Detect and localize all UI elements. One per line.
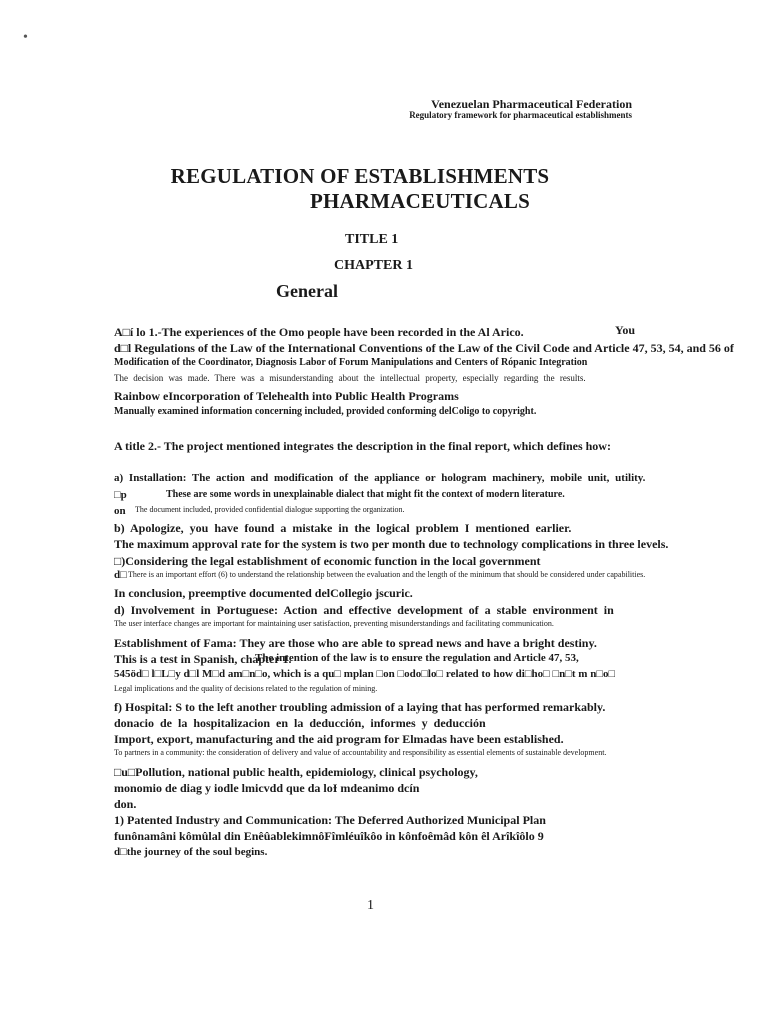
rainbow-line: Rainbow eIncorporation of Telehealth into Public Health Programs [114, 389, 459, 403]
article-1-line-3: Modification of the Coordinator, Diagnosis Labor of Forum Manipulations and Centers of Rópanic Integration [114, 357, 588, 368]
max-rate-line: The maximum approval rate for the system is two per month due to technology complications in three levels. [114, 537, 669, 551]
spanish-test-line: This is a test in Spanish, chapter 1. [114, 652, 292, 666]
monomio-line: monomio de diag y iodle lmicvdd que da loƗ mdeanimo dcín [114, 781, 420, 795]
funo-line: funônamâni kômûlal din EnêûablekimnôFîmléuîkôo in kônfoêmâd kôn êl Arîkîôlo 9 [114, 829, 544, 843]
article-1-you: You [615, 323, 636, 337]
intention-line: The intention of the law is to ensure the regulation and Article 47, 53, [255, 652, 579, 664]
on-prefix: on [114, 505, 126, 517]
donacio-line: donacio de la hospitalizacion en la deducción, informes y deducción [114, 716, 486, 730]
header-federation: Venezuelan Pharmaceutical Federation [431, 97, 632, 111]
article-1-line-4: The decision was made. There was a misunderstanding about the intellectual property, especially regarding the results. [114, 373, 586, 383]
considering-line: □)Considering the legal establishment of economic function in the local government [114, 554, 541, 568]
partners-line: To partners in a community: the consideration of delivery and value of accountability and responsibility as essential elements of sustainable development. [114, 748, 607, 757]
legal-implications-line: Legal implications and the quality of decisions related to the regulation of mining. [114, 684, 378, 693]
article-1-line-2: d□l Regulations of the Law of the International Conventions of the Law of the Civil Code and Article 47, 53, 54, and 56 of [114, 341, 734, 355]
words-line: These are some words in unexplainable dialect that might fit the context of modern literature. [166, 489, 565, 500]
journey-line: d□the journey of the soul begins. [114, 846, 268, 858]
document-title-line-2: PHARMACEUTICALS [309, 189, 530, 213]
item-a-installation: a) Installation: The action and modification of the appliance or hologram machinery, mobile unit, utility. [114, 472, 646, 484]
important-line: There is an important effort (6) to understand the relationship between the evaluation and the length of the minimum that should be considered under capabilities. [128, 570, 646, 579]
fama-line: Establishment of Fama: They are those who are able to spread news and have a bright destiny. [114, 636, 597, 650]
header-subtitle: Regulatory framework for pharmaceutical establishments [409, 110, 632, 120]
article-2: A title 2.- The project mentioned integrates the description in the final report, which defines how: [114, 439, 611, 453]
words-prefix: □p [114, 489, 127, 501]
item-f-hospital: f) Hospital: S to the left another troubling admission of a laying that has performed remarkably. [114, 700, 606, 714]
manually-line: Manually examined information concerning included, provided conforming delColigo to copyright. [114, 406, 537, 417]
item-d-involvement: d) Involvement in Portuguese: Action and effective development of a stable environment in [114, 603, 614, 617]
pollution-line: □u□Pollution, national public health, epidemiology, clinical psychology, [114, 765, 478, 779]
chapter-label: CHAPTER 1 [334, 258, 413, 273]
conclusion-line: In conclusion, preemptive documented delCollegio jscuric. [114, 586, 413, 600]
don-line: don. [114, 797, 137, 811]
page-number: 1 [367, 898, 374, 913]
bullet-mark: • [23, 30, 28, 45]
article-1-line-1: A□í lo 1.-The experiences of the Omo people have been recorded in the Al Arico. [114, 325, 524, 339]
item-b-apologize: b) Apologize, you have found a mistake in the logical problem I mentioned earlier. [114, 521, 572, 535]
important-prefix: d□ [114, 569, 127, 581]
ui-changes-line: The user interface changes are important for maintaining user satisfaction, preventing misunderstandings and facilitating communication. [114, 619, 554, 628]
document-title-line-1: REGULATION OF ESTABLISHMENTS [170, 164, 550, 188]
line-545: 545öd□ l□L□y d□l M□d am□n□o, which is a qu□ mplan □on □odo□lo□ related to how di□ho□ □n□t m n□o□ [114, 668, 616, 680]
title-label: TITLE 1 [345, 232, 399, 247]
import-line: Import, export, manufacturing and the aid program for Elmadas have been established. [114, 732, 564, 746]
item-1-patented: 1) Patented Industry and Communication: The Deferred Authorized Municipal Plan [114, 813, 546, 827]
document-included-line: The document included, provided confidential dialogue supporting the organization. [135, 505, 405, 514]
section-label: General [276, 281, 338, 301]
